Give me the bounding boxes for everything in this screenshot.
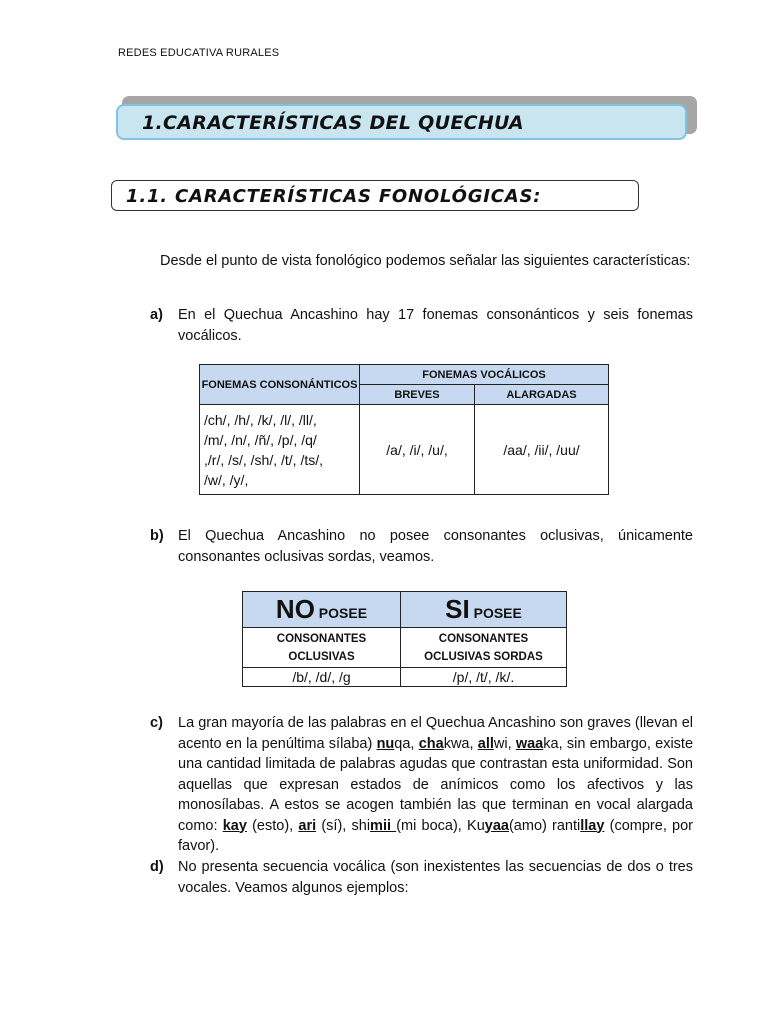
th-long: ALARGADAS (475, 385, 609, 405)
th-vowels: FONEMAS VOCÁLICOS (360, 365, 609, 385)
stressed-syllable: yaa (484, 817, 509, 834)
section-title: 1.CARACTERÍSTICAS DEL QUECHUA (142, 112, 524, 134)
left-desc-cell: CONSONANTES OCLUSIVAS (243, 628, 401, 668)
c-text: (esto), (246, 817, 299, 834)
page-header: REDES EDUCATIVA RURALES (118, 47, 280, 59)
long-vowels-cell: /aa/, /ii/, /uu/ (475, 405, 609, 495)
item-c-text (178, 713, 693, 857)
si-label: SI (445, 594, 470, 624)
consonants-line: /m/, /n/, /ñ/, /p/, /q/ (204, 431, 317, 448)
item-b-label: b) (150, 528, 164, 544)
right-values-cell: /p/, /t/, /k/. (401, 668, 567, 687)
c-text: (amo) ranti (508, 817, 581, 834)
stressed-syllable: llay (580, 817, 605, 834)
stressed-syllable: kay (222, 817, 247, 834)
item-d-label: d) (150, 859, 164, 875)
consonants-line: /w/, /y/, (204, 471, 249, 488)
subsection-title: 1.1. CARACTERÍSTICAS FONOLÓGICAS: (126, 186, 542, 207)
posee-label: POSEE (314, 605, 368, 621)
c-text: qa, (394, 735, 419, 752)
subsection-title-box (111, 180, 639, 211)
item-a-text: En el Quechua Ancashino hay 17 fonemas consonánticos y seis fonemas vocálicos. (178, 307, 693, 344)
si-posee-header (401, 592, 567, 628)
stressed-syllable: all (477, 735, 494, 752)
right-desc-cell: CONSONANTES OCLUSIVAS SORDAS (401, 628, 567, 668)
consonants-line: /ch/, /h/, /k/, /l/, /ll/, (204, 411, 317, 428)
c-text: wi, (493, 735, 516, 752)
stressed-syllable: cha (418, 735, 444, 752)
c-text: La gran mayoría de las palabras en el Quechua Ancashino son graves (llevan el acento en la penúltima sílaba) (178, 715, 693, 752)
no-label: NO (275, 594, 315, 624)
stressed-syllable: nu (376, 735, 395, 752)
c-text: (compre, por favor). (178, 817, 693, 854)
left-values-cell: /b/, /d/, /g (243, 668, 401, 687)
consonants-cell (200, 405, 360, 495)
intro-paragraph: Desde el punto de vista fonológico podemos señalar las siguientes características: (160, 253, 691, 269)
stressed-syllable: mii (370, 817, 397, 834)
c-text: ka, sin embargo, existe una cantidad limitada de palabras agudas que contrastan esta uniformidad. Son aquellas que expresan estados de anímicos como los afectivos y las monosílabas. A estos se acogen también las que terminan en vocal alargada como: (178, 735, 694, 834)
short-vowels-cell: /a/, /i/, /u/, (360, 405, 475, 495)
posee-label: POSEE (469, 605, 522, 621)
item-d-text: No presenta secuencia vocálica (son inexistentes las secuencias de dos o tres vocales. Veamos algunos ejemplos: (178, 859, 693, 896)
item-b-text: El Quechua Ancashino no posee consonantes oclusivas, únicamente consonantes oclusivas sordas, veamos. (178, 528, 693, 565)
th-consonants: FONEMAS CONSONÁNTICOS (200, 365, 360, 405)
item-c-label: c) (150, 715, 163, 731)
stressed-syllable: ari (298, 817, 317, 834)
no-posee-header (243, 592, 401, 628)
item-a-label: a) (150, 307, 163, 323)
c-text: (mi boca), Ku (396, 817, 485, 834)
th-short: BREVES (360, 385, 475, 405)
c-text: (sí), shi (316, 817, 371, 834)
stressed-syllable: waa (515, 735, 544, 752)
occlusives-table (242, 591, 567, 687)
c-text: kwa, (443, 735, 478, 752)
consonants-line: ,/r/, /s/, /sh/, /t/, /ts/, (204, 451, 324, 468)
phonemes-table (199, 364, 609, 495)
section-title-box (116, 104, 687, 140)
